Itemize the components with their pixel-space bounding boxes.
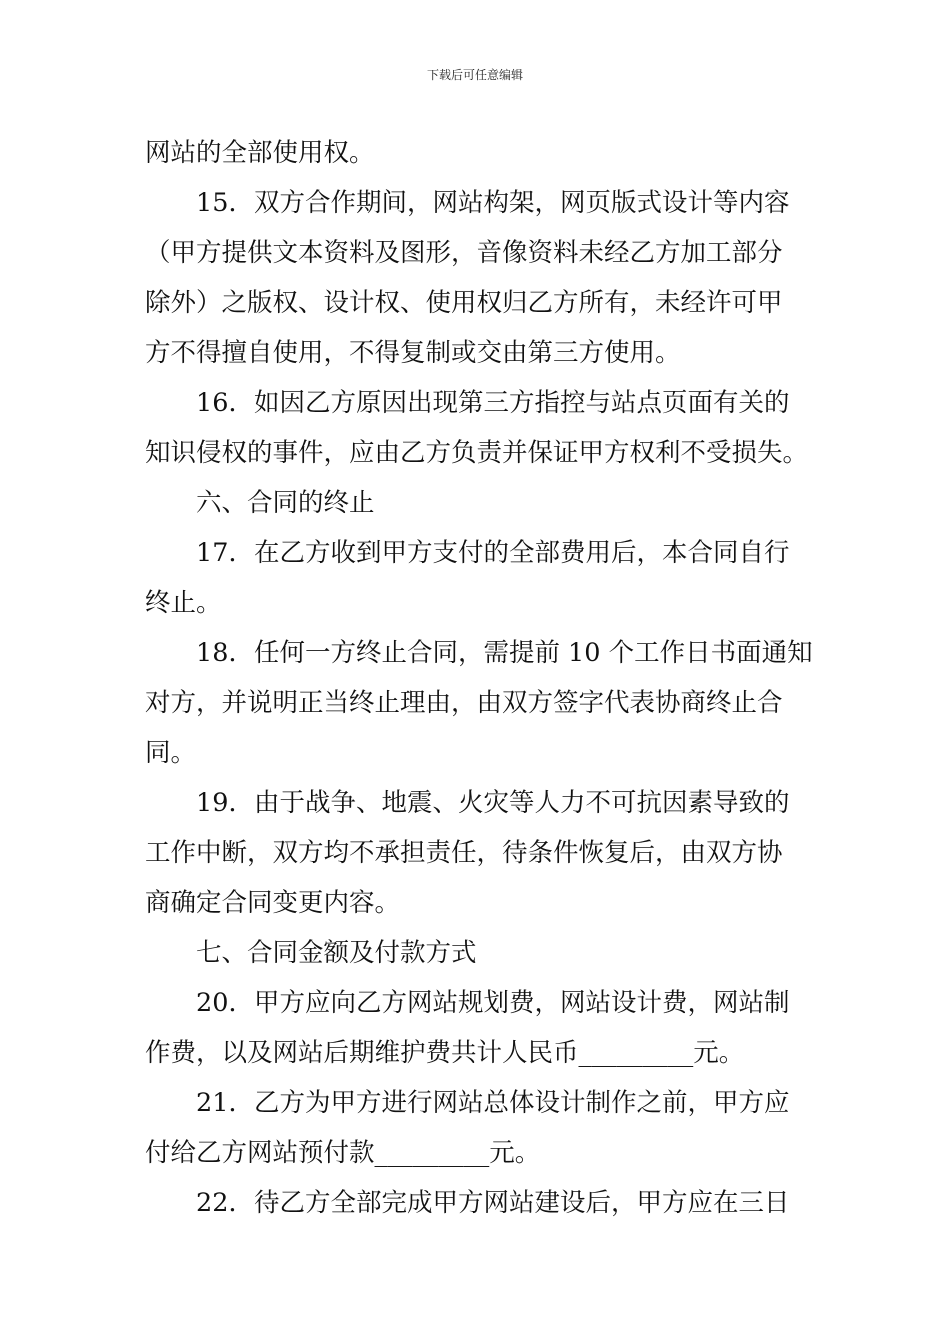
text-line: 商确定合同变更内容。 — [145, 888, 401, 918]
text-line: 终止。 — [145, 588, 222, 618]
text-line: 工作中断，双方均不承担责任，待条件恢复后，由双方协 — [145, 838, 783, 868]
text-line: （甲方提供文本资料及图形，音像资料未经乙方加工部分 — [145, 238, 783, 268]
text-line: 15．双方合作期间，网站构架，网页版式设计等内容 — [196, 188, 790, 218]
text-line: 16．如因乙方原因出现第三方指控与站点页面有关的 — [196, 388, 790, 418]
text-line: 同。 — [145, 738, 197, 768]
text-line: 网站的全部使用权。 — [145, 138, 375, 168]
page-header: 下载后可任意编辑 — [426, 68, 523, 82]
text-line: 付给乙方网站预付款_________元。 — [145, 1138, 541, 1168]
text-line: 对方，并说明正当终止理由，由双方签字代表协商终止合 — [145, 688, 783, 718]
text-line: 作费，以及网站后期维护费共计人民币_________元。 — [145, 1038, 745, 1068]
section-heading: 六、合同的终止 — [196, 488, 375, 518]
text-line: 知识侵权的事件，应由乙方负责并保证甲方权利不受损失。 — [145, 438, 809, 468]
text-line: 17．在乙方收到甲方支付的全部费用后，本合同自行 — [196, 538, 790, 568]
document-body — [145, 128, 813, 1228]
text-line: 22．待乙方全部完成甲方网站建设后，甲方应在三日 — [196, 1188, 790, 1218]
text-line: 除外）之版权、设计权、使用权归乙方所有，未经许可甲 — [145, 288, 783, 318]
section-heading: 七、合同金额及付款方式 — [196, 938, 477, 968]
text-line: 20．甲方应向乙方网站规划费，网站设计费，网站制 — [196, 988, 790, 1018]
text-line: 18．任何一方终止合同，需提前 10 个工作日书面通知 — [196, 638, 813, 668]
text-line: 19．由于战争、地震、火灾等人力不可抗因素导致的 — [196, 788, 790, 818]
text-line: 方不得擅自使用，不得复制或交由第三方使用。 — [145, 338, 681, 368]
text-line: 21．乙方为甲方进行网站总体设计制作之前，甲方应 — [196, 1088, 790, 1118]
